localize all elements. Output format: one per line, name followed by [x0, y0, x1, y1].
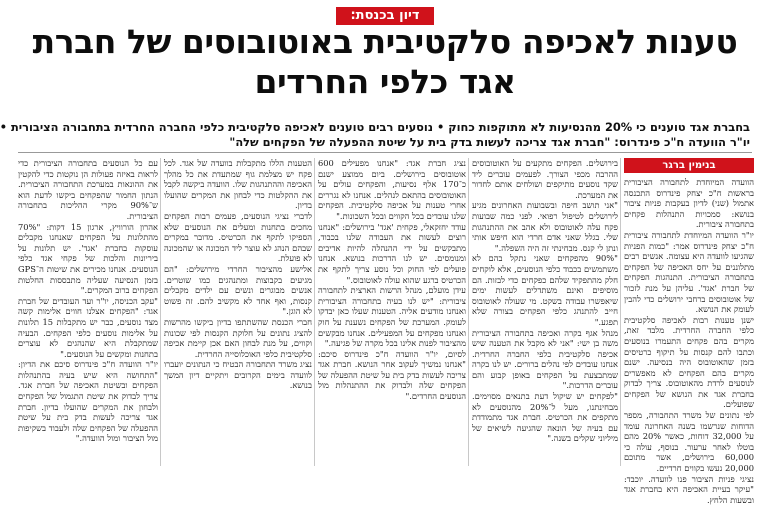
- column-divider: [468, 158, 469, 466]
- paragraph: עם כל הנוסעים בתחבורה הציבורית כדי לראות באיזה פעולות הן נוקטות כדי להקטין את ההונאות במערכת התחבורה הציבורית. הנתון החמור שהפקחים ביקשו לדעת הוא ש־90% מקרי ההליכות בתחבורה הציבורית.: [18, 158, 158, 221]
- subheadline-line-1: בחברת אגד טוענים כי 20% מהנסיעות לא מתוקפות כחוק • נוסעים רבים טוענים לאכיפה סלקטיבית כלפי החברה החרדית בתחבורה הציבורית •: [0, 120, 750, 134]
- paragraph: לדברי נציגי הנוסעים, פעמים רבות הפקחים מחכים בתחנות ומעלים את הנוסעים שלא הספיקו לתקף את הכרטיס. מדובר במקרים שבהם הנהג לא עוצר ליד המכונה או שהמכונה לא פועלת.: [164, 210, 312, 264]
- paragraph: ישנן טענות רבות לאכיפה סלקטיבית כלפי החברה החרדית. מלבד זאת, מקרים בהם פקחים התעמרו בנוסעים וכתבו להם קנסות על תיקוף כרטיסים בזמן שהאוטובוס היה בנסיעה. ישנם מקרים בהם הפקחים לא מאפשרים לנוסעים לרדת מהאוטובוס. צריך לבדוק בחברת אגד את הנושא של הפקחים שפועלים.: [624, 314, 754, 410]
- paragraph: "לפקחים יש שיקול דעת בתנאים מסוימים. מבחינתנו, מעל ל־20% מהנוסעים לא מתקפים את הכרטיס. חברת אגד מתמודדת עם בעיה של הונאה שהגיעה לשיאים של מיליוני שקלים בשנה.": [472, 391, 619, 444]
- paragraph: לסיום, יו"ר הוועדה ח"כ פינדרוס סיכם: "אנחנו נמשיך לעקוב אחר הנושא. חברת אגד צריכה לעשות בדק בית על שיטת ההפעלה של הפקחים שלה ולבדוק את ההתנהלות מול הנוסעים החרדים.": [318, 348, 466, 402]
- article-column-2: [472, 158, 618, 468]
- subheadline-line-2: יו"ר הוועדה ח"כ פינדרוס: "חברת אגד צריכה לעשות בדק בית על שיטת ההפעלה של הפקחים שלה": [229, 135, 750, 149]
- column-divider: [160, 158, 161, 466]
- paragraph: מנהל אגף בקרה ואכיפה בתחבורה הציבורית משה בן ישי: "אני לא מקבל את הטענה שיש אכיפה סלקטיבית כלפי החברה החרדית. אנחנו עובדים לפי נהלים ברורים. יש לנו בקרה שמתבצעת על הפקחים באופן קבוע והם עוברים הדרכות.": [472, 327, 618, 391]
- kicker-label: דיון בכנסת:: [336, 7, 433, 25]
- paragraph: "90% מהפקחים שאני נתקל בהם לא משתמשים בכבוד כלפי הנוסעים, אלא לוקחים חלק מהתפקיד שלהם כפקחים כדי לבזות. הם מוסיפים ואינם משתדלים לעשות ימים שיאפשרו עבודה בשקט. מי שעולה לאוטובוס חייב להתנהג כלפי הפקחים בצורה שלא תפגע.": [472, 253, 618, 327]
- paragraph: חברי הכנסת שהשתתפו בדיון ביקשו מהרשות להציג נתונים על חלוקת הקנסות לפי שכונות וקווים, על מנת לבחון האם אכן קיימת אכיפה סלקטיבית כלפי האוכלוסייה החרדית.: [164, 316, 312, 359]
- article-column-3: [318, 158, 466, 468]
- column-divider: [620, 158, 621, 466]
- paragraph: אלישע מהציבור החרדי מירושלים: "הם מגיעים בקבוצות ומתנהגים כמו שוטרים. אנשים מבוגרים ונשים עם ילדים מקבלים קנסות, ואף אחד לא מקשיב להם. זה פשוט לא הוגן.": [164, 263, 312, 317]
- kicker-wrap: [12, 4, 758, 22]
- article-column-5: [18, 158, 158, 468]
- paragraph: נציג משרד התחבורה הבטיח כי הנתונים יועברו לוועדה בימים הקרובים ויתקיים דיון המשך בנושא.: [164, 359, 312, 391]
- paragraph: בירושלים. הפקחים מתקעים על האוטובוסים ההרבה מכפי הצורך. לפעמים עוברים ליד שקד נוסעים מתיקפים ושולחים אותם לחדור את המערכת.: [472, 158, 618, 200]
- headline-line-2: אגד כלפי החרדים: [254, 62, 516, 101]
- paragraph: עודד יחזקאלי, פקחית 'אגד' בירושלים: "אנחנו רוצים לעשות את העבודה שלנו בכבוד, מתבקשים על ידי ההנהלה להיות אדיבים ומנומסים. יש לנו הדרכות בנושא. אנחנו פועלים לפי החוק וכל נוסע צריך לתקף את הכרטיס ברגע שהוא עולה לאוטובוס.": [318, 221, 466, 285]
- paragraph: נציגי פניות הציבור פנו לוועדה. יוכבד: "עיקר בעיית האכיפה היא בחברת אגד ובשעות הלחץ.: [624, 473, 754, 505]
- headline-line-1: טענות לאכיפה סלקטיבית באוטובוסים של חברת: [32, 22, 738, 61]
- column-divider: [314, 158, 315, 466]
- article-column-1: [624, 158, 754, 505]
- paragraph: "אני תושב חיפה ובשבועות האחרונים מגיע לירושלים לטיפול רפואי. לפני כמה שבועות פקח עלה לאוטובוס ולא אהב את ההתנהגות שלי. בגלל שאני אדם חרדי הוא חיפש אותי ונתן לי קנס. מבחינתי זה היה השפלה.": [472, 200, 618, 253]
- paragraph: עידן מועלם, מנהל הרשות הארצית לתחבורה ציבורית: "יש לנו בעיה בתחבורה הציבורית ואנחנו מודעים אליה. הטענות שעלו כאן יבדקו לעומק. המערכת של הפקחים נשענת על חוק ואנחנו מפקחים על המפעילים. אנחנו מבקשים מהציבור לפנות אלינו בכל מקרה של פגיעה.": [318, 285, 466, 349]
- header-divider: [18, 152, 752, 153]
- article-column-4: [164, 158, 312, 468]
- paragraph: לפי נתונים של משרד התחבורה, מספר הדוחות שנרשמו בשנה האחרונה עומד על 32,000 דוחות, כאשר 20% מהם בוטלו לאחר ערעור. בנוסף, עולה כי 60,000 בירושלים, אשר מתוכם 20,000 נעשו בקווים חרדיים.: [624, 410, 754, 474]
- paragraph: "עקב הכניסה, יו"ר ועד העובדים של חברת אגד: "הפקחים אצלנו חווים אלימות קשה מצד נוסעים, כבר יש מתקבלות 15 תלונות על אלימות נוסעים כלפי הפקחים. הבעיה שמתקבלת היא שהנהגים לא עוצרים בתחנות ומקשים על הנוסעים.": [18, 295, 158, 359]
- paragraph: יו"ר הוועדה המיוחדת לתחבורה ציבורית ח"כ יצחק פינדרוס אמר: "כמות הפניות שהגיעו לוועדה היא עצומה. אנשים רבים מתלוננים על יחס האכיפה של הפקחים בתחבורה הציבורית. התנהגות הפקחים של חברת 'אגד'. עליהן על מנת לזכור של אוטובוסים ברחבי ירושלים כדי להבין לעומק את הנושא.: [624, 229, 754, 315]
- headline: [18, 22, 752, 102]
- paragraph: נציג חברת אגד: "אנחנו מפעילים 600 אוטובוסים בירושלים. ביום ממוצע ישנם כ־170 אלף נסיעות, והפקחים עולים על האוטובוסים בהתאם לנהלים. אנחנו לא נגררים אחרי טענות על אכיפה סלקטיבית. הפקחים שלנו עובדים בכל הקווים ובכל השכונות.": [318, 158, 466, 221]
- paragraph: הטענות הללו מתקבלות בוועדה של אגד. לכל פקח יש מצלמת גוף שמתעדת את כל מהלך האכיפה וההתנהגות שלו. הוועדה ביקשה לקבל את ההקלטות כדי לבחון את המקרים שהועלו בדיון.: [164, 158, 312, 211]
- paragraph: אהרון הורוויץ, ארגון 15 דקות: "70% מהתלונות על הפקחים שאנחנו מקבלים עוסקות בחברת 'אגד'. יש תלונות על ביריונות והלכות של פקחי אגד כלפי הנוסעים. אנחנו מכירים את שיטות ה־GPS בזמן הנסיעה שעליה מתבססות החלטות הפקחים ברוב המקרים.": [18, 221, 159, 296]
- byline: בנימין ברגר: [624, 158, 754, 173]
- paragraph: יו"ר הוועדה ח"כ פינדרוס סיכם את הדיון: "התחושה היא שיש בעיה בהתנהלות הפקחים ובשיטת האכיפה של חברת אגד. צריך לבדוק את שיטת התגמול של הפקחים ולבחון את המקרים שהועלו בדיון. חברת אגד צריכה לעשות בדק בית על שיטת ההפעלה של הפקחים שלה ולעבוד בשקיפות מול הציבור ומול הוועדה.": [18, 359, 158, 444]
- paragraph: הוועדה המיוחדת לתחבורה הציבורית בראשות ח"כ יצחק פינדרוס התכנסה אתמול (שני) לדיון בעקבות פניות ציבור בנושא: סמכויות התנהלות פקחים בתחבורה ציבורית.: [624, 177, 754, 230]
